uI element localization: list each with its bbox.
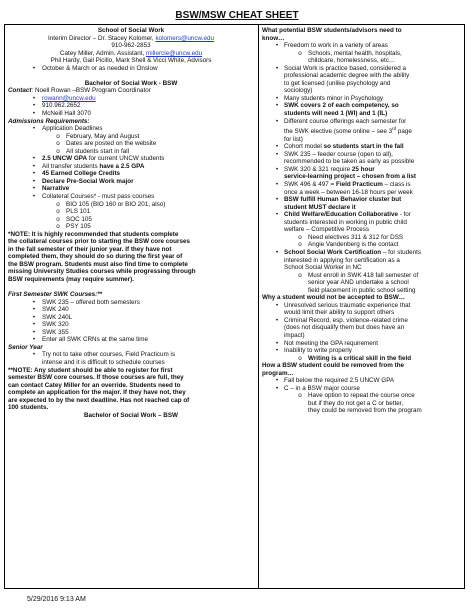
text-run: complete an application for the major. If they have not, they [8, 389, 186, 397]
bullet-item [262, 181, 462, 189]
text-run: *NOTE: It is highly recommended that students complete [8, 230, 179, 238]
bullet-disc-icon: • [275, 181, 279, 189]
bullet-circle-icon: o [298, 49, 302, 57]
text-line [8, 397, 254, 405]
text-run: completed them, they should do so during the first year of [8, 253, 183, 261]
bullet-circle-icon: o [56, 132, 60, 140]
bullet-item [262, 166, 462, 174]
bullet-disc-icon: • [275, 42, 279, 50]
bullet-item [262, 377, 462, 385]
bullet-item [262, 249, 462, 257]
text-line [8, 87, 254, 95]
text-run: SWK 240L [42, 313, 73, 321]
text-run: Not meeting the GPA requirement [284, 339, 379, 347]
text-line [262, 27, 462, 35]
text-run: BSW requirements (may require summer). [8, 276, 134, 283]
bullet-disc-icon: • [275, 102, 279, 110]
text-run: the collateral courses prior to starting the BSW core courses [8, 238, 190, 246]
text-line [262, 80, 462, 88]
text-run: service-learning project – chosen from a list [284, 173, 416, 181]
text-line [262, 136, 462, 144]
text-run: Bachelor of Social Work – BSW [83, 411, 178, 419]
bullet-item [8, 185, 254, 193]
text-line [262, 125, 462, 136]
text-run: field placement in public school setting [308, 286, 416, 294]
text-run: impact) [284, 331, 305, 339]
text-run: to get licensed (unlike psychology and [284, 79, 391, 87]
text-line [8, 261, 254, 269]
text-run: Have option to repeat the course once [308, 392, 415, 400]
text-run: All transfer students [42, 162, 100, 170]
bullet-item [8, 110, 254, 118]
bullet-circle-icon: o [56, 200, 60, 208]
bullet-item [8, 95, 254, 103]
text-line [8, 231, 254, 239]
bullet-disc-icon: • [32, 64, 36, 72]
bullet-disc-icon: • [275, 196, 279, 204]
bullet-disc-icon: • [32, 351, 36, 359]
text-run: 25 hour [351, 165, 375, 173]
bullet-item [8, 148, 254, 156]
text-run: Need electives 311 & 312 for DSS [308, 233, 404, 241]
text-run: Collateral Courses* - must pass courses [42, 192, 155, 200]
text-run: would limit their ability to support others [284, 309, 395, 317]
text-line [262, 294, 462, 302]
print-timestamp: 5/29/2016 9:13 AM [27, 596, 86, 603]
bullet-item [8, 306, 254, 314]
text-line [8, 412, 254, 420]
text-run: the SWK elective (some online – see 3 [284, 128, 393, 136]
text-run: Inability to write properly [284, 347, 352, 355]
bullet-disc-icon: • [275, 94, 279, 102]
text-run: Senior Year [8, 343, 43, 351]
text-line [262, 173, 462, 181]
bullet-item [8, 170, 254, 178]
bullet-disc-icon: • [32, 155, 36, 163]
bullet-item [8, 133, 254, 141]
text-line [262, 257, 462, 265]
text-run: 45 Earned College Credits [42, 170, 121, 178]
bullet-disc-icon: • [32, 102, 36, 110]
text-run: SWK 235 – offered both semesters [42, 298, 140, 306]
text-run: Bachelor of Social Work - BSW [84, 79, 178, 87]
spacer [8, 72, 254, 80]
text-run: interested in applying for certification as a [284, 256, 400, 264]
text-run: What potential BSW students/advisors need to [262, 27, 402, 34]
text-line [262, 189, 462, 197]
bullet-item [8, 65, 254, 73]
text-run: in the fall semester of their junior year. If they have not [8, 245, 172, 253]
text-line [262, 309, 462, 317]
text-run: School Social Worker in NC [284, 264, 362, 272]
bullet-circle-icon: o [298, 354, 302, 362]
text-run: McNeill Hall 3070 [42, 109, 91, 117]
text-run: Fall below the required 2.5 UNCW GPA [284, 377, 395, 385]
bullet-disc-icon: • [275, 384, 279, 392]
bullet-item [262, 347, 462, 355]
bullet-item [262, 151, 462, 159]
right-column [262, 27, 462, 415]
text-line [262, 72, 462, 80]
text-run: Admissions Requirements: [8, 117, 90, 125]
text-run: page [396, 128, 412, 136]
text-run: Why a student would not be accepted to BSW… [262, 294, 406, 302]
text-line [262, 204, 462, 212]
text-line [262, 226, 462, 234]
text-run: but if they do not get a C or better, [308, 399, 404, 407]
text-run: Phil Hardy, Gail Picillo, Mark Shell & Vicci White, Advisors [50, 57, 212, 65]
bullet-disc-icon: • [275, 165, 279, 173]
bullet-circle-icon: o [56, 140, 60, 148]
text-run: students will need 1 (WI) and 1 (IL) [284, 110, 388, 118]
bullet-circle-icon: o [298, 271, 302, 279]
text-run: Social Work is practice based, considered a [284, 64, 407, 72]
text-run: intense and it is difficult to schedule courses [42, 358, 165, 366]
text-run: School Social Work Certification [284, 248, 382, 256]
text-run: All students start in fall [66, 147, 129, 155]
text-run: Angie Vandenberg is the contact [308, 241, 399, 249]
bullet-item [8, 155, 254, 163]
bullet-disc-icon: • [32, 109, 36, 117]
text-line [262, 57, 462, 65]
bullet-disc-icon: • [32, 162, 36, 170]
bullet-disc-icon: • [32, 185, 36, 193]
bullet-item [262, 102, 462, 110]
left-column [8, 27, 254, 419]
bullet-item [262, 392, 462, 400]
text-run: Schools, mental health, hospitals, [308, 49, 402, 57]
text-run: for current UNCW students [87, 155, 165, 163]
bullet-item [8, 223, 254, 231]
text-run: Unresolved serious traumatic experience that [284, 301, 411, 309]
bullet-item [262, 340, 462, 348]
text-run: SOC 105 [66, 215, 92, 223]
text-line [262, 362, 462, 370]
bullet-item [262, 241, 462, 249]
text-line [8, 344, 254, 352]
text-run: PLS 101 [66, 208, 91, 216]
text-run: senior year AND undertake a school [308, 279, 409, 287]
bullet-circle-icon: o [298, 241, 302, 249]
text-line [262, 264, 462, 272]
text-run: SWK 235 – feeder course (open to all), [284, 150, 393, 158]
text-run: Dates are posted on the website [66, 140, 157, 148]
bullet-disc-icon: • [32, 94, 36, 102]
bullet-circle-icon: o [56, 223, 60, 231]
text-run: SWK 320 & 321 require [284, 165, 352, 173]
text-line [8, 27, 254, 35]
text-run: Interim Director – Dr. Stacey Kolomer, [48, 34, 156, 42]
text-run: program… [262, 369, 294, 377]
text-run: Contact [8, 87, 32, 95]
text-line [8, 359, 254, 367]
text-line [8, 382, 254, 390]
text-line [262, 219, 462, 227]
text-run: SWK 496 & 497 = [284, 181, 336, 189]
bullet-item [262, 196, 462, 204]
text-line [8, 238, 254, 246]
text-run: Child Welfare/Education Collaborative [284, 211, 398, 219]
text-line [262, 324, 462, 332]
text-line [262, 279, 462, 287]
text-run: **NOTE: Any student should be able to register for first [8, 366, 173, 374]
bullet-disc-icon: • [32, 313, 36, 321]
text-run: February, May and August [66, 132, 140, 140]
text-run: Narrative [42, 185, 70, 193]
bullet-item [262, 118, 462, 126]
bullet-disc-icon: • [32, 125, 36, 133]
text-line [8, 246, 254, 254]
bullet-disc-icon: • [275, 150, 279, 158]
text-line [8, 50, 254, 58]
text-run: semester BSW core courses. If those courses are full, they [8, 374, 184, 382]
bullet-item [8, 208, 254, 216]
text-line [8, 404, 254, 412]
text-run: : Noell Rowan –BSW Program Coordinator [31, 87, 151, 95]
text-line [8, 276, 254, 284]
text-line [262, 158, 462, 166]
text-run: – for students [381, 248, 422, 256]
bullet-disc-icon: • [275, 347, 279, 355]
bullet-disc-icon: • [275, 301, 279, 309]
text-run: Declare Pre-Social Work major [42, 177, 134, 185]
text-run: Catey Miller, Admin. Assistant, [59, 49, 146, 57]
spacer [8, 284, 254, 292]
text-run: Freedom to work in a variety of areas [284, 42, 388, 50]
page-title: BSW/MSW CHEAT SHEET [175, 10, 299, 21]
text-run: Field Practicum [335, 181, 383, 189]
text-run: welfare – Competitive Process [284, 226, 370, 234]
text-run: they could be removed from the program [308, 407, 422, 415]
text-run: PSY 105 [66, 223, 91, 231]
bullet-disc-icon: • [275, 377, 279, 385]
text-run: BSW fulfill Human Behavior cluster but [284, 196, 402, 204]
text-run: School of Social Work [97, 27, 165, 34]
bullet-disc-icon: • [32, 328, 36, 336]
text-run: sociology) [284, 87, 313, 95]
bullet-item [8, 140, 254, 148]
text-line [8, 291, 254, 299]
bullet-circle-icon: o [56, 147, 60, 155]
text-run: professional academic degree with the ability [284, 72, 410, 80]
text-run: Criminal Record, esp. violence-related crime [284, 316, 408, 324]
text-run: can contact Catey Miller for an override. Students need to [8, 381, 181, 389]
text-run: student MUST declare it [284, 203, 356, 211]
text-line [8, 80, 254, 88]
text-run: Application Deadlines [42, 125, 103, 133]
text-run: How a BSW student could be removed from the [262, 362, 405, 370]
text-run: are expected to by the next deadline. Has not reached cap of [8, 396, 190, 404]
text-line [8, 118, 254, 126]
text-line [8, 389, 254, 397]
text-line [8, 268, 254, 276]
text-run: SWK covers 2 of each competency, so [284, 102, 399, 110]
cheat-sheet-table [4, 24, 465, 589]
bullet-disc-icon: • [32, 321, 36, 329]
column-divider [258, 25, 259, 588]
text-run: know… [262, 34, 285, 42]
bullet-disc-icon: • [275, 339, 279, 347]
bullet-item [8, 178, 254, 186]
bullet-item [8, 329, 254, 337]
bullet-item [8, 314, 254, 322]
bullet-circle-icon: o [56, 208, 60, 216]
text-run: BIO 105 (BIO 160 or BIO 201, also) [66, 200, 166, 208]
bullet-item [262, 302, 462, 310]
bullet-disc-icon: • [32, 306, 36, 314]
text-run: so students start in the fall [323, 143, 404, 151]
bullet-circle-icon: o [298, 392, 302, 400]
text-run: 910-962-2853 [111, 42, 151, 50]
bullet-item [262, 42, 462, 50]
email-link[interactable]: kolomers@uncw.edu [155, 34, 214, 42]
bullet-item [8, 216, 254, 224]
bullet-circle-icon: o [56, 215, 60, 223]
text-run: 910.962.2652 [42, 102, 81, 110]
bullet-item [262, 317, 462, 325]
text-run: have a 2.5 GPA [99, 162, 145, 170]
email-link[interactable]: rowann@uncw.edu [42, 94, 96, 102]
bullet-item [8, 102, 254, 110]
text-run: 100 students. [8, 404, 49, 412]
bullet-disc-icon: • [32, 170, 36, 178]
text-line [262, 35, 462, 43]
bullet-disc-icon: • [32, 192, 36, 200]
bullet-disc-icon: • [32, 177, 36, 185]
text-run: for list) [284, 135, 303, 143]
bullet-disc-icon: • [275, 316, 279, 324]
text-line [262, 87, 462, 95]
text-run: SWK 240 [42, 306, 69, 314]
text-line [8, 57, 254, 65]
text-run: - for [397, 211, 411, 219]
text-line [262, 332, 462, 340]
bullet-item [262, 211, 462, 219]
bullet-disc-icon: • [275, 64, 279, 72]
text-run: Different course offerings each semester for [284, 117, 407, 125]
bullet-item [262, 385, 462, 393]
text-line [8, 367, 254, 375]
text-run: – class is [382, 181, 411, 189]
text-run: missing University Studies courses while progressing through [8, 268, 196, 276]
bullet-item [8, 299, 254, 307]
text-run: Writing is a critical skill in the field [308, 354, 412, 362]
bullet-item [8, 321, 254, 329]
bullet-item [8, 125, 254, 133]
text-line [8, 35, 254, 43]
bullet-item [262, 272, 462, 280]
text-line [262, 287, 462, 295]
text-run: (does not disqualify them but does have an [284, 324, 405, 332]
bullet-disc-icon: • [275, 211, 279, 219]
text-run: Try not to take other courses, Field Practicum is [42, 351, 176, 359]
text-line [8, 42, 254, 50]
text-run: Enter all SWK CRNs at the same time [42, 336, 149, 344]
text-line [262, 400, 462, 408]
bullet-item [8, 193, 254, 201]
text-run: 2.5 UNCW GPA [42, 155, 88, 163]
text-line [8, 374, 254, 382]
bullet-item [8, 351, 254, 359]
text-line [262, 370, 462, 378]
text-run: the BSW program. Students must also find time to complete [8, 260, 188, 268]
bullet-disc-icon: • [275, 117, 279, 125]
text-run: Must enroll in SWK 418 fall semester of [308, 271, 419, 279]
text-run: SWK 320 [42, 321, 69, 329]
bullet-disc-icon: • [275, 143, 279, 151]
bullet-item [262, 143, 462, 151]
text-run: rd [392, 126, 397, 132]
bullet-item [262, 234, 462, 242]
text-run: First Semester SWK Courses:** [8, 291, 103, 299]
bullet-disc-icon: • [32, 298, 36, 306]
bullet-item [262, 95, 462, 103]
text-run: recommended to be taken as early as possible [284, 158, 415, 166]
text-run: Cohort model [284, 143, 324, 151]
text-run: childcare, homelessness, etc… [308, 57, 396, 65]
text-run: C – in a BSW major course [284, 384, 360, 392]
bullet-disc-icon: • [275, 248, 279, 256]
text-line [262, 407, 462, 415]
text-line [8, 253, 254, 261]
text-run: once a week – between 16-18 hours per week [284, 188, 413, 196]
text-line [262, 110, 462, 118]
bullet-item [262, 65, 462, 73]
bullet-disc-icon: • [32, 336, 36, 344]
text-run: students interested in working in public child [284, 218, 407, 226]
text-run: October & March or as needed in Onslow [42, 64, 158, 72]
text-run: Many students minor in Psychology [284, 94, 384, 102]
bullet-item [8, 336, 254, 344]
email-link[interactable]: millercle@uncw.edu [146, 49, 203, 57]
bullet-item [8, 201, 254, 209]
bullet-item [8, 163, 254, 171]
bullet-item [262, 50, 462, 58]
bullet-circle-icon: o [298, 233, 302, 241]
text-run: SWK 355 [42, 328, 69, 336]
bullet-item [262, 355, 462, 363]
